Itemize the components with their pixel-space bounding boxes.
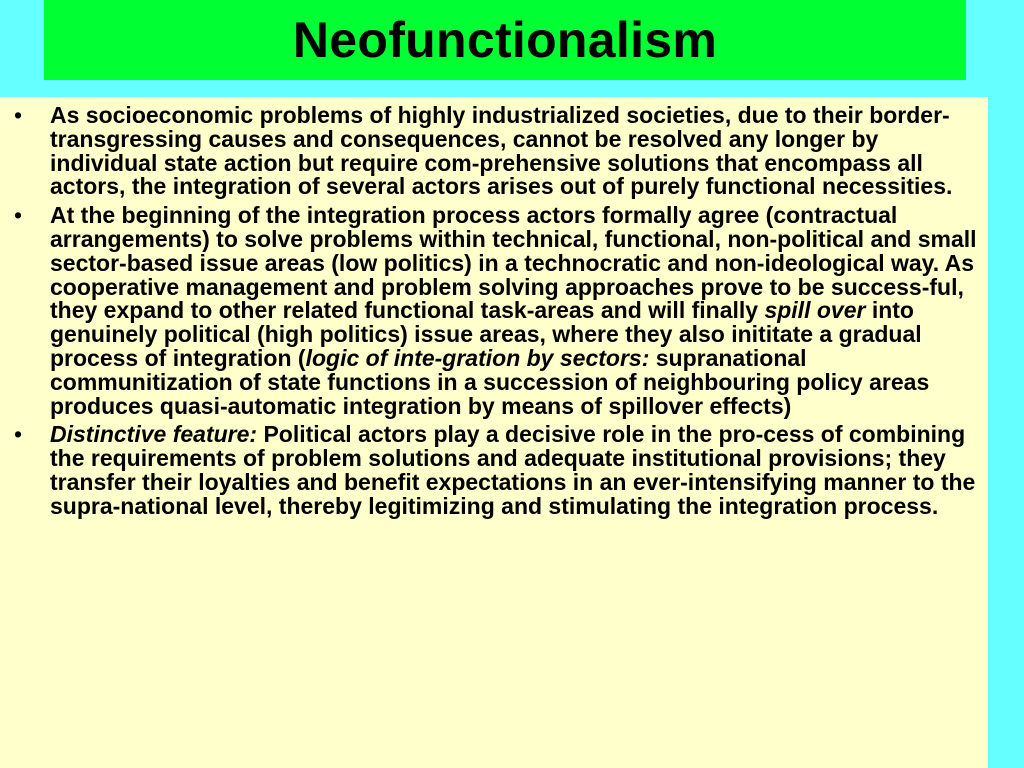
bullet-text: Political actors play a decisive role in the pro-cess of combining the requirements of problem solutions and adequate institutional provisions; they transfer their loyalties and benefit expectations in an ever-intensifying manner to the supra-national level, thereby legitimizing and stimulating the integration process. [50,421,976,519]
bullet-item-1 [14,104,984,199]
emphasis-spill-over: spill over [764,297,866,324]
slide-title: Neofunctionalism [292,12,718,68]
emphasis-distinctive-feature: Distinctive feature: [50,421,258,448]
bullet-icon: • [14,102,23,128]
content-area [0,97,988,768]
bullet-text: As socioeconomic problems of highly industrialized societies, due to their border-transgressing causes and consequences, cannot be resolved any longer by individual state action but require com-prehensive solutions that encompass all actors, the integration of several actors arises out of purely functional necessities. [50,102,953,200]
emphasis-logic-of-integration: logic of inte-gration by sectors: [305,344,650,371]
bullet-text: into genuinely political (high politics) issue areas, where they also inititate a gradual process of integration ( [50,297,922,371]
title-bar [44,0,966,80]
bullet-text: supranational communitization of state functions in a succession of neighbouring policy areas produces quasi-automatic integration by means of spillover effects) [50,344,930,419]
bullet-text: At the beginning of the integration process actors formally agree (contractual arrangements) to solve problems within technical, functional, non-political and small sector-based issue areas (low politics) in a technocratic and non-ideological way. As cooperative management and problem solving approaches prove to be success-ful, they expand to other related functional task-areas and will finally [50,202,977,324]
bullet-list [14,104,984,524]
bullet-item-2 [14,204,984,418]
bullet-icon: • [14,202,23,229]
bullet-item-3 [14,423,984,518]
bullet-icon: • [14,421,23,448]
